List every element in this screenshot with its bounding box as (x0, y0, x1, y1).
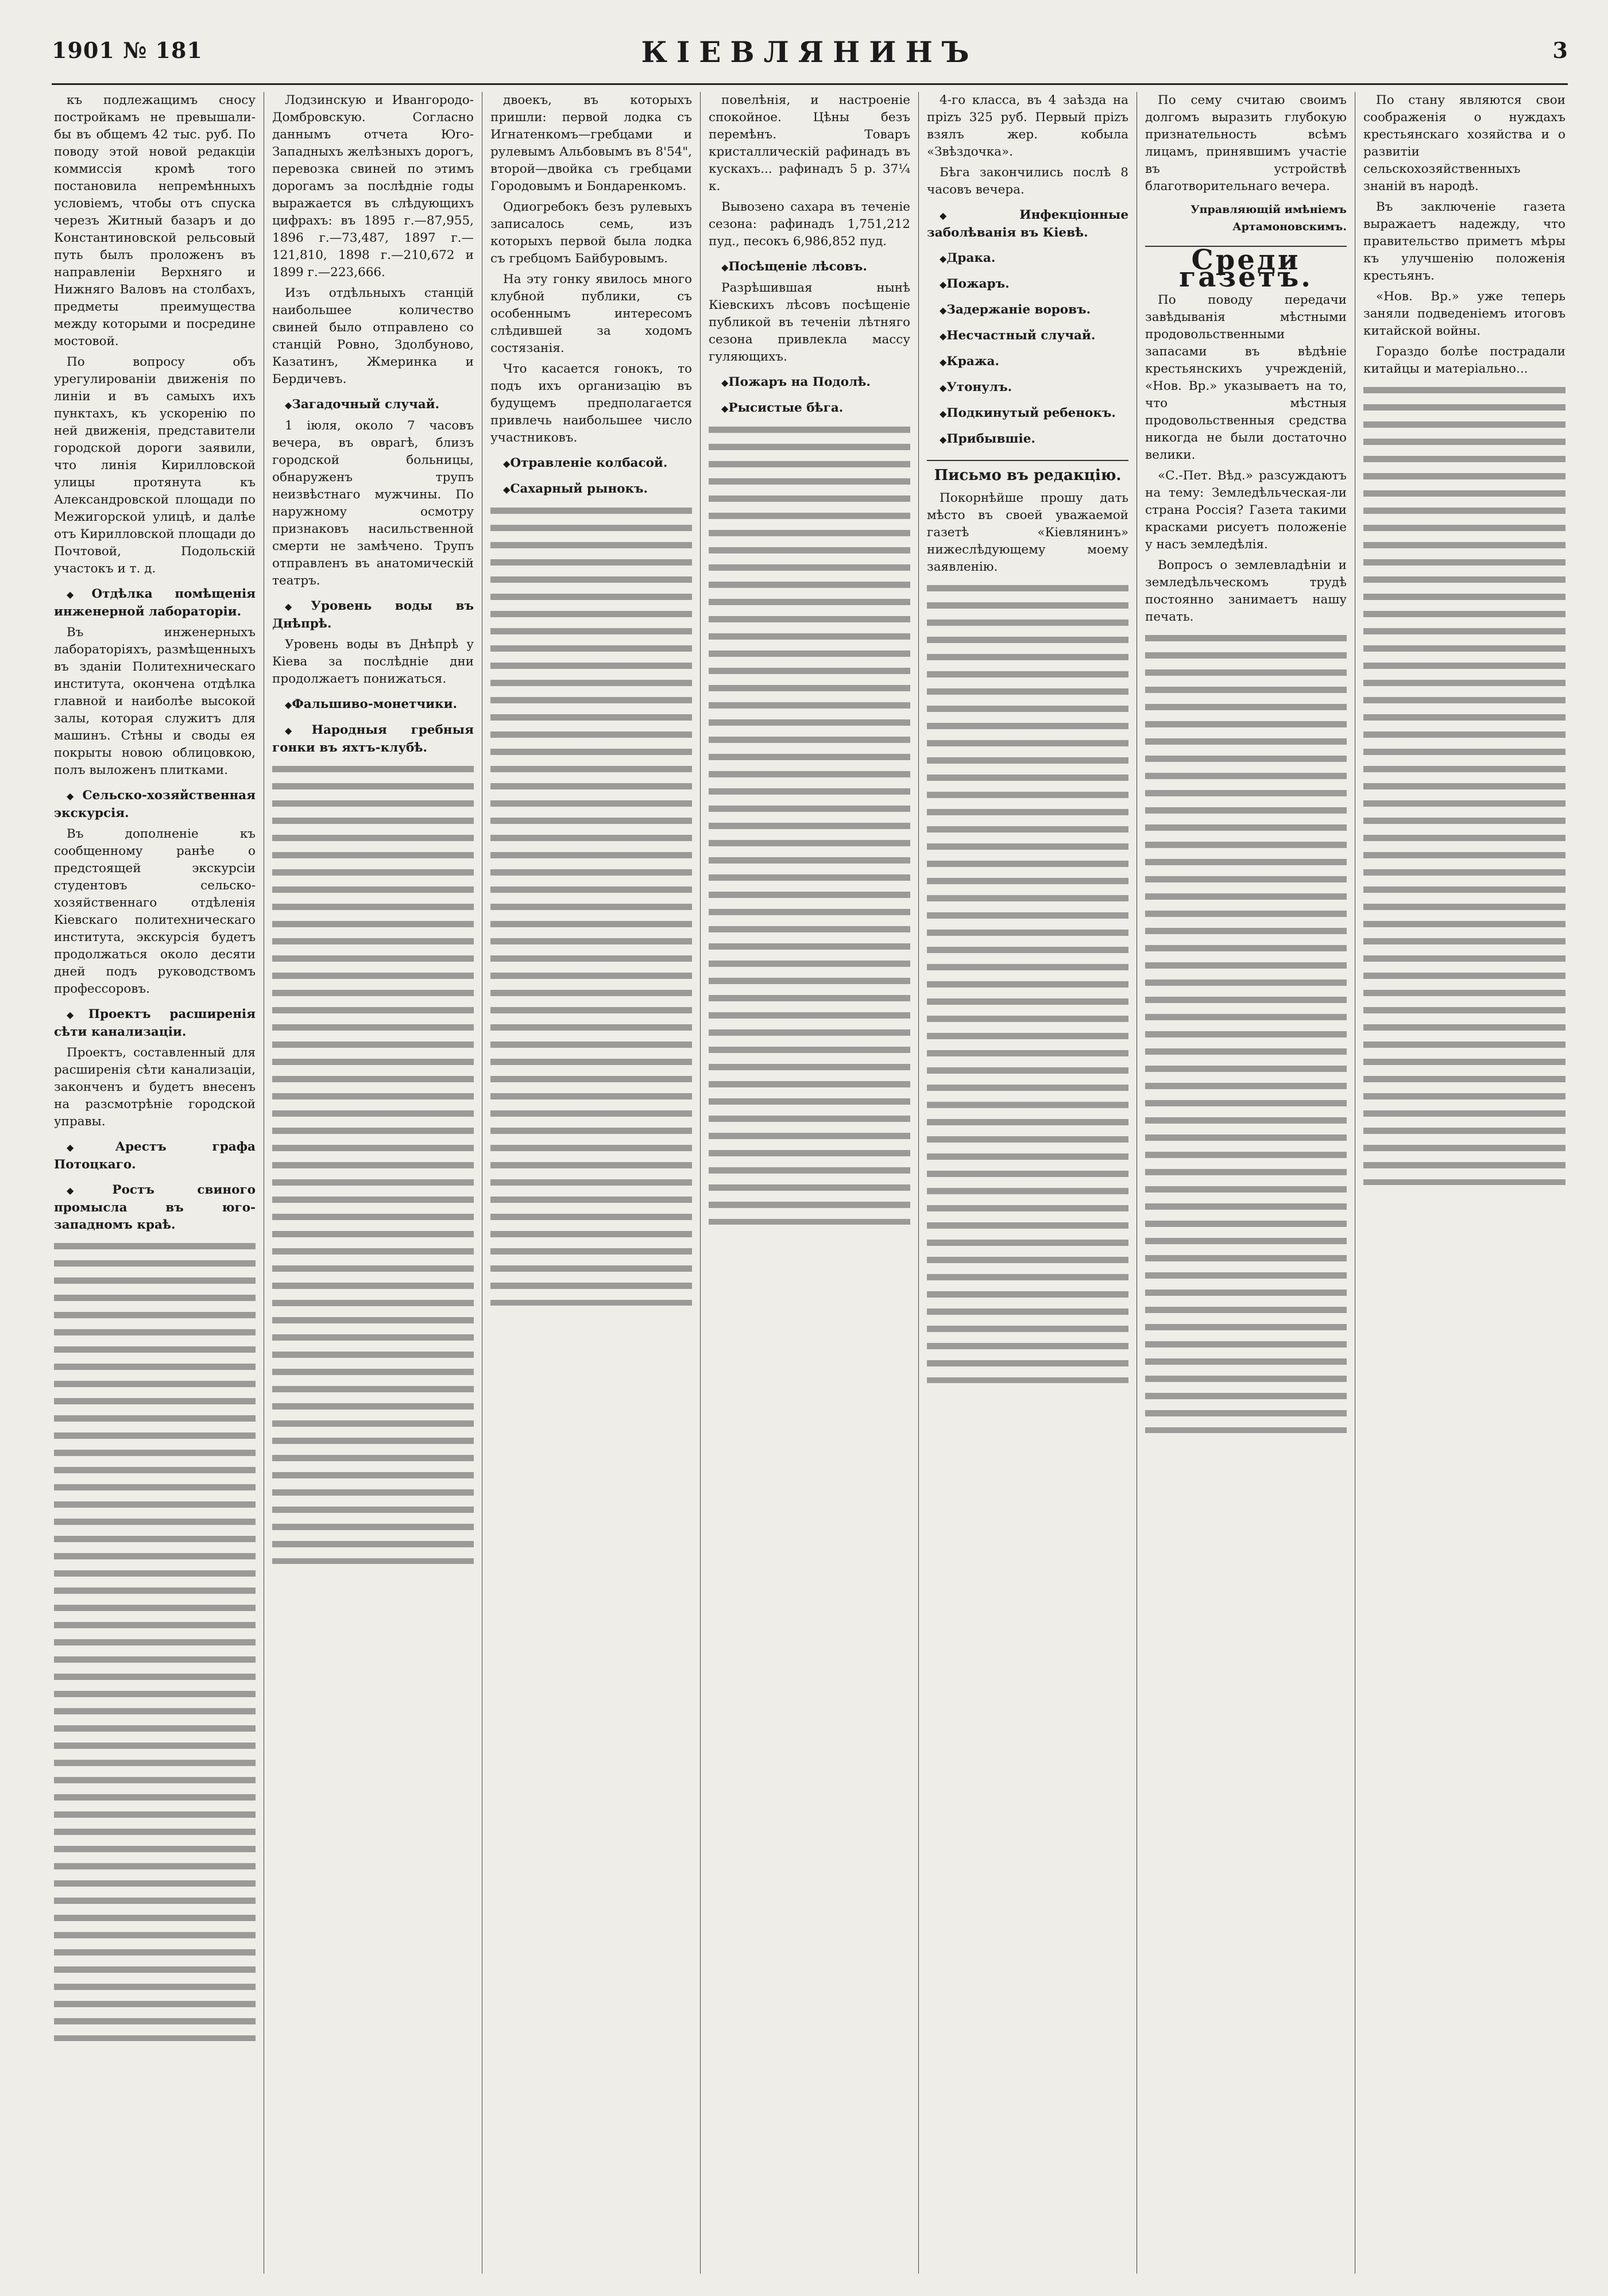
page-number: 3 (1552, 37, 1568, 63)
paragraph: Изъ отдѣльныхъ станцій наибольшее количество свиней было отправлено со станцій Ровно, Здолбуново, Казатинъ, Жмеринка и Бердичевъ. (272, 286, 474, 386)
news-item-heading: ◆ Задержаніе воровъ. (927, 301, 1128, 319)
continued-text-block (490, 502, 692, 1306)
news-item-heading: ◆ Народныя гребныя гонки въ яхтъ-клубѣ. (272, 722, 474, 757)
article-heading: Письмо въ редакцію. (927, 460, 1128, 484)
paragraph: Гораздо болѣе пострадали китайцы и матеріально... (1363, 344, 1566, 376)
news-item-heading: ◆ Несчастный случай. (927, 327, 1128, 345)
news-item-heading: ◆ Инфекціонные заболѣванія въ Кіевѣ. (927, 207, 1128, 242)
paragraph: Вопросъ о землевладѣніи и земледѣльческомъ трудѣ постоянно занимаетъ нашу печать. (1145, 558, 1347, 624)
news-item-heading: ◆ Загадочный случай. (272, 396, 474, 414)
paragraph: Проектъ, составленный для расширенія сѣти канализаціи, законченъ и будетъ внесенъ на разсмотрѣніе городской управы. (54, 1046, 256, 1129)
news-item-heading: ◆ Кража. (927, 353, 1128, 371)
column-5 (919, 92, 1137, 2274)
paragraph: Что касается гонокъ, то подъ ихъ организацію въ будущемъ предполагается привлечь наибольшее число участниковъ. (490, 362, 692, 445)
masthead (52, 32, 1568, 85)
issue-number: 1901 № 181 (52, 37, 203, 63)
news-item-heading: ◆ Отдѣлка помѣщенія инженерной лабораторіи. (54, 586, 256, 621)
continued-text-block (709, 421, 910, 1225)
paragraph: Въ заключеніе газета выражаетъ надежду, что правительство приметъ мѣры къ улучшенію положенія крестьянъ. (1363, 200, 1566, 283)
column-4 (701, 92, 919, 2274)
news-item-heading: ◆ Рысистые бѣга. (709, 400, 910, 417)
paragraph: Покорнѣйше прошу дать мѣсто въ своей уважаемой газетѣ «Кіевлянинъ» нижеслѣдующему моему заявленію. (927, 491, 1128, 574)
newspaper-title: КІЕВЛЯНИНЪ (641, 35, 979, 69)
column-3 (482, 92, 701, 2274)
news-item-heading: ◆ Посѣщеніе лѣсовъ. (709, 258, 910, 276)
news-item-heading: ◆ Уровень воды въ Днѣпрѣ. (272, 598, 474, 633)
paragraph: Уровень воды въ Днѣпрѣ у Кіева за послѣдніе дни продолжаетъ понижаться. (272, 637, 474, 686)
news-item-heading: ◆ Прибывшіе. (927, 431, 1128, 448)
paragraph: По поводу передачи завѣдыванія мѣстными продовольственными запасами въ вѣдѣніе крестьянскихъ учрежденій, «Нов. Вр.» указываетъ на то, что мѣстныя продовольственныя средства никогда не были достаточно велики. (1145, 293, 1347, 462)
news-item-heading: ◆ Арестъ графа Потоцкаго. (54, 1139, 256, 1174)
paragraph: двоекъ, въ которыхъ пришли: первой лодка съ Игнатенкомъ—гребцами и рулевымъ Альбовымъ въ 8'54", второй—двойка съ гребцами Городовымъ и Бондаренкомъ. (490, 93, 692, 193)
news-item-heading: ◆ Драка. (927, 250, 1128, 268)
signature: Управляющій имѣніемъ Артамоновскимъ. (1190, 203, 1347, 233)
paragraph: 4-го класса, въ 4 заѣзда на прizъ 325 руб. Первый прizъ взялъ жер. кобыла «Звѣздочка». (927, 93, 1128, 159)
news-item-heading: ◆ Проектъ расширенія сѣти канализаціи. (54, 1006, 256, 1041)
paragraph: Одиогребокъ безъ рулевыхъ записалось семь, изъ которыхъ первой была лодка съ гребцомъ Байбуровымъ. (490, 200, 692, 266)
news-item-heading: ◆ Ростъ свиного промысла въ юго-западномъ краѣ. (54, 1182, 256, 1234)
column-2 (264, 92, 482, 2274)
paragraph: «С.-Пет. Вѣд.» разсуждаютъ на тему: Земледѣльческая-ли страна Россія? Газета такими красками рисуетъ положеніе у насъ земледѣлія. (1145, 469, 1347, 552)
paragraph: Разрѣшившая нынѣ Кіевскихъ лѣсовъ посѣщеніе публикой въ теченіи лѣтняго сезона привлекла массу гуляющихъ. (709, 281, 910, 364)
paragraph: Въ инженерныхъ лабораторіяхъ, размѣщенныхъ въ зданіи Политехническаго института, окончена отдѣлка главной и наиболѣе высокой залы, которая служитъ для машинъ. Стѣны и своды ея покрыты новою облицовкою, полъ выложенъ плитками. (54, 625, 256, 777)
column-7 (1355, 92, 1574, 2274)
news-item-heading: ◆ Пожаръ. (927, 276, 1128, 293)
news-item-heading: ◆ Подкинутый ребенокъ. (927, 405, 1128, 423)
paragraph: Въ дополненіе къ сообщенному ранѣе о предстоящей экскурсіи студентовъ сельско-хозяйственнаго отдѣленія Кіевскаго политехническаго института, экскурсія будетъ продолжаться около десяти дней подъ руководствомъ профессоровъ. (54, 827, 256, 996)
paragraph: По стану являются свои соображенія о нуждахъ крестьянскаго хозяйства и о развитіи сельскохозяйственныхъ знаній въ народѣ. (1363, 93, 1566, 193)
section-title: Среди газетъ. (1145, 246, 1347, 286)
paragraph: Бѣга закончились послѣ 8 часовъ вечера. (927, 165, 1128, 197)
column-6 (1137, 92, 1355, 2274)
paragraph: По вопросу объ урегулированіи движенія по линіи и въ самыхъ ихъ пунктахъ, къ ускоренію по ней движенія, представители городской дороги заявили, что линія Кирилловской улицы протянута къ Александровской площади по Межигорской улицѣ, и далѣе отъ Кирилловской площади до Почтовой, Подольскій участокъ и т. д. (54, 355, 256, 576)
paragraph: 1 іюля, около 7 часовъ вечера, въ оврагѣ, близъ городской больницы, обнаруженъ трупъ неизвѣстнаго мужчины. По наружному осмотру признаковъ насильственной смерти не замѣчено. Трупъ отправленъ въ анатомическій театръ. (272, 419, 474, 588)
paragraph: «Нов. Вр.» уже теперь заняли подведеніемъ итоговъ китайской войны. (1363, 289, 1566, 338)
paragraph: По сему считаю своимъ долгомъ выразить глубокую признательность всѣмъ лицамъ, принявшимъ участіе въ устройствѣ благотворительнаго вечера. (1145, 93, 1347, 193)
paragraph: На эту гонку явилось много клубной публики, съ особеннымъ интересомъ слѣдившей за ходомъ состязанія. (490, 272, 692, 355)
news-item-heading: ◆ Фальшиво-монетчики. (272, 696, 474, 714)
news-item-heading: ◆ Сахарный рынокъ. (490, 481, 692, 498)
paragraph: Вывозено сахара въ теченіе сезона: рафинадъ 1,751,212 пуд., песокъ 6,986,852 пуд. (709, 200, 910, 249)
column-1 (46, 92, 264, 2274)
news-item-heading: ◆ Пожаръ на Подолѣ. (709, 374, 910, 392)
continued-text-block (1145, 629, 1347, 1433)
continued-text-block (272, 760, 474, 1564)
continued-text-block (927, 579, 1128, 1383)
news-item-heading: ◆ Отравленіе колбасой. (490, 455, 692, 473)
continued-text-block (1363, 381, 1566, 1185)
text-columns (46, 92, 1574, 2274)
continued-text-block (54, 1237, 256, 2041)
paragraph: Лодзинскую и Ивангородо-Домбровскую. Согласно даннымъ отчета Юго-Западныхъ желѣзныхъ дорогъ, перевозка свиней по этимъ дорогамъ за послѣдніе годы выражается въ слѣдующихъ цифрахъ: въ 1895 г.—87,955, 1896 г.—73,487, 1897 г.—121,810, 1898 г.—210,672 и 1899 г.—223,666. (272, 93, 474, 280)
paragraph: повелѣнія, и настроеніе спокойное. Цѣны безъ перемѣнъ. Товаръ кристаллическій рафинадъ въ кускахъ... рафинадъ 5 р. 37¼ к. (709, 93, 910, 193)
paragraph: къ подлежащимъ сносу постройкамъ не превышали-бы въ общемъ 42 тыс. руб. По поводу этой новой редакціи коммиссія кромѣ того постановила непремѣнныхъ условіемъ, чтобы отъ спуска черезъ Житный базаръ и до Константиновской рельсовый путь былъ проложенъ въ направленіи Верхняго и Нижняго Валовъ на столбахъ, предметы преимущества между которыми и посредине мостовой. (54, 93, 256, 349)
news-item-heading: ◆ Утонулъ. (927, 379, 1128, 397)
news-item-heading: ◆ Сельско-хозяйственная экскурсія. (54, 787, 256, 822)
